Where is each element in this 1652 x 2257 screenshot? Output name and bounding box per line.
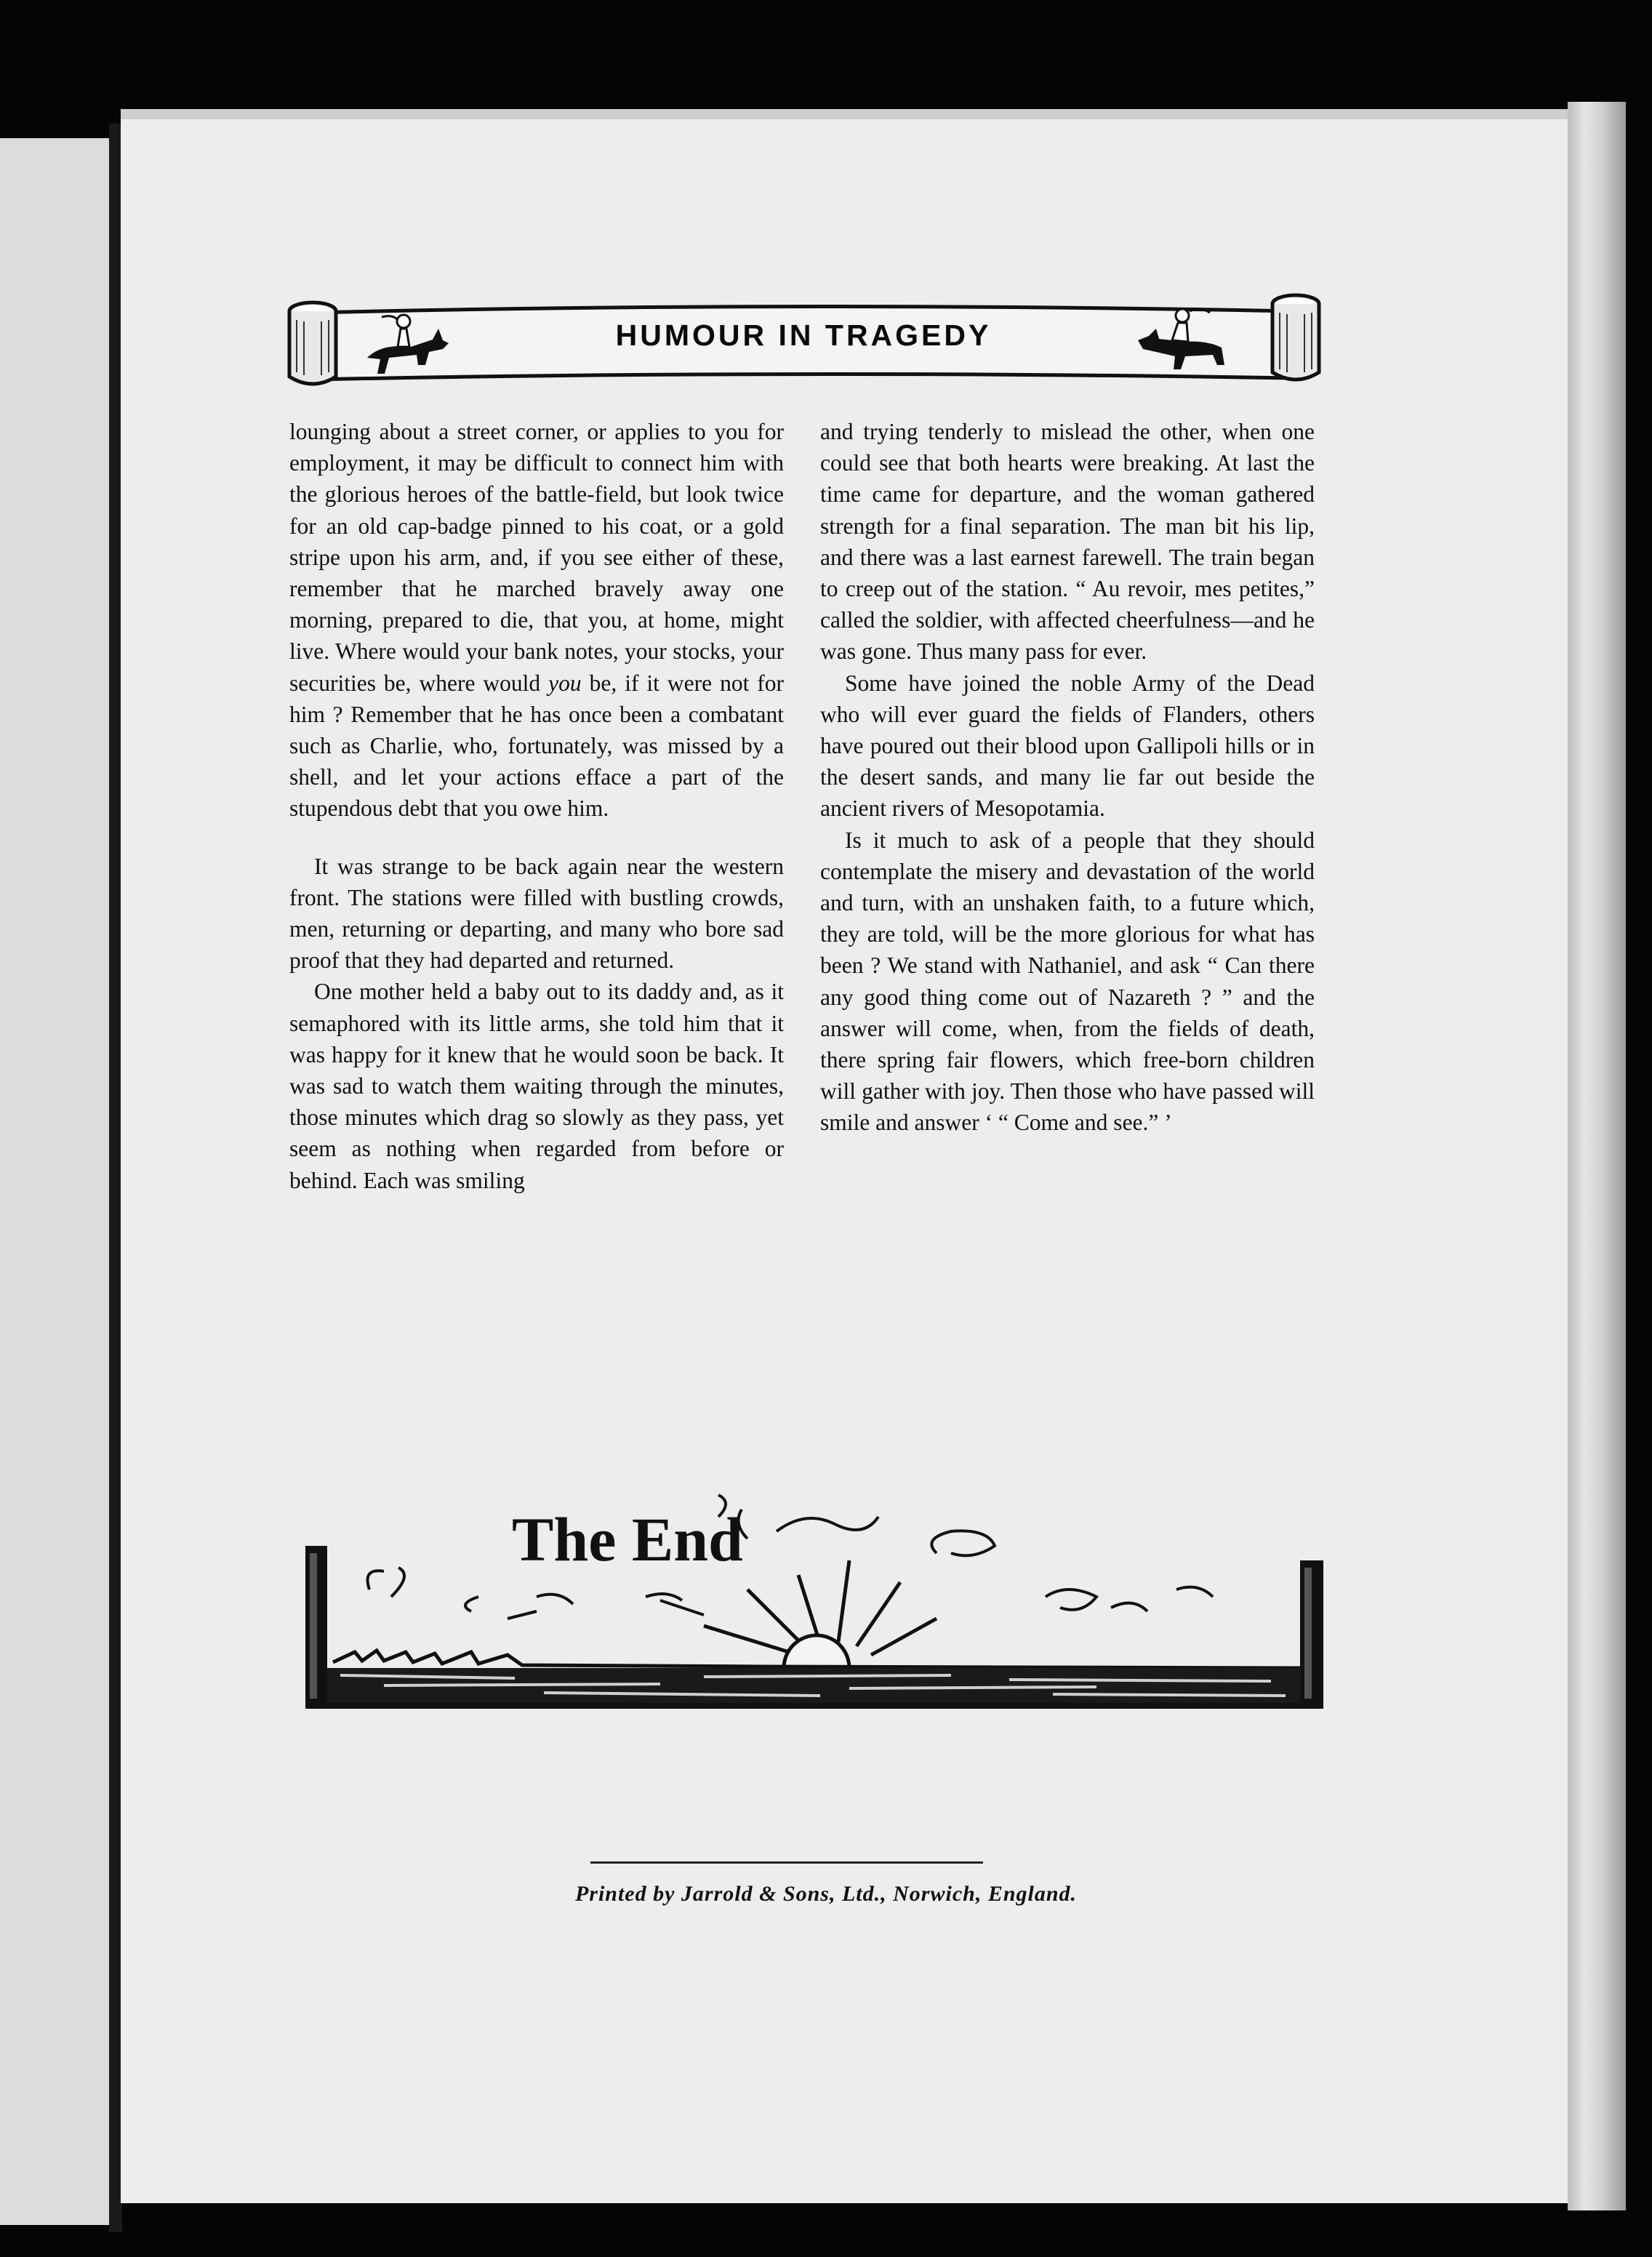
- footer-rule: [590, 1861, 983, 1864]
- the-end-illustration: [297, 1480, 1329, 1713]
- facing-page-edge: [0, 138, 113, 2225]
- paragraph: Some have joined the noble Army of the Dead who will ever guard the fields of Flanders, others have poured out their blood upon Gallipoli hills or in the desert sands, and many lie far out beside the ancient rivers of Mesopotamia.: [820, 670, 1315, 822]
- end-lettering: The End: [512, 1504, 743, 1574]
- paragraph: It was strange to be back again near the western front. The stations were filled with bustling crowds, men, returning or departing, and many who bore sad proof that they had departed and returned.: [289, 853, 784, 974]
- header-banner: [284, 291, 1323, 393]
- sunset-the-end-drawing: [297, 1480, 1329, 1713]
- right-text-column: [820, 416, 1315, 1139]
- left-text-column: [289, 416, 784, 1196]
- paragraph: One mother held a baby out to its daddy and, as it semaphored with its little arms, she told him that it was happy for it knew that he would soon be back. It was sad to watch them waiting through the minutes, those minutes which drag so slowly as they pass, yet seem as nothing when regarded from before or behind. Each was smiling: [289, 979, 784, 1193]
- paragraph: Is it much to ask of a people that they should contemplate the misery and devastation of the world and turn, with an unshaken faith, to a future which, they are told, will be the more glorious for what has been ? We stand with Nathaniel, and ask “ Can there any good thing come out of Nazareth ? ” and the answer will come, when, from the fields of death, there spring fair flowers, which free-born children will gather with joy. Then those who have passed will smile and answer ‘ “ Come and see.” ’: [820, 827, 1315, 1136]
- printer-imprint: Printed by Jarrold & Sons, Ltd., Norwich, England.: [574, 1882, 1078, 1906]
- paragraph: and trying tenderly to mislead the other, when one could see that both hearts were breaking. At last the time came for departure, and the woman gathered strength for a final separation. The man bit his lip, and there was a last earnest farewell. The train began to creep out of the station. “ Au revoir, mes petites,” called the soldier, with affected cheerfulness—and he was gone. Thus many pass for ever.: [820, 419, 1315, 665]
- paragraph: lounging about a street corner, or applies to you for employment, it may be difficult to connect him with the glorious heroes of the battle-field, but look twice for an old cap-badge pinned to his coat, or a gold stripe upon his arm, and, if you see either of these, remember that he marched bravely away one morning, prepared to die, that you, at home, might live. Where would your bank notes, your stocks, your securities be, where would you be, if it were not for him ? Remember that he has once been a combatant such as Charlie, who, fortunately, was missed by a shell, and let your actions efface a part of the stupendous debt that you owe him.: [289, 419, 785, 822]
- page-header-title: HUMOUR IN TRAGEDY: [615, 318, 992, 352]
